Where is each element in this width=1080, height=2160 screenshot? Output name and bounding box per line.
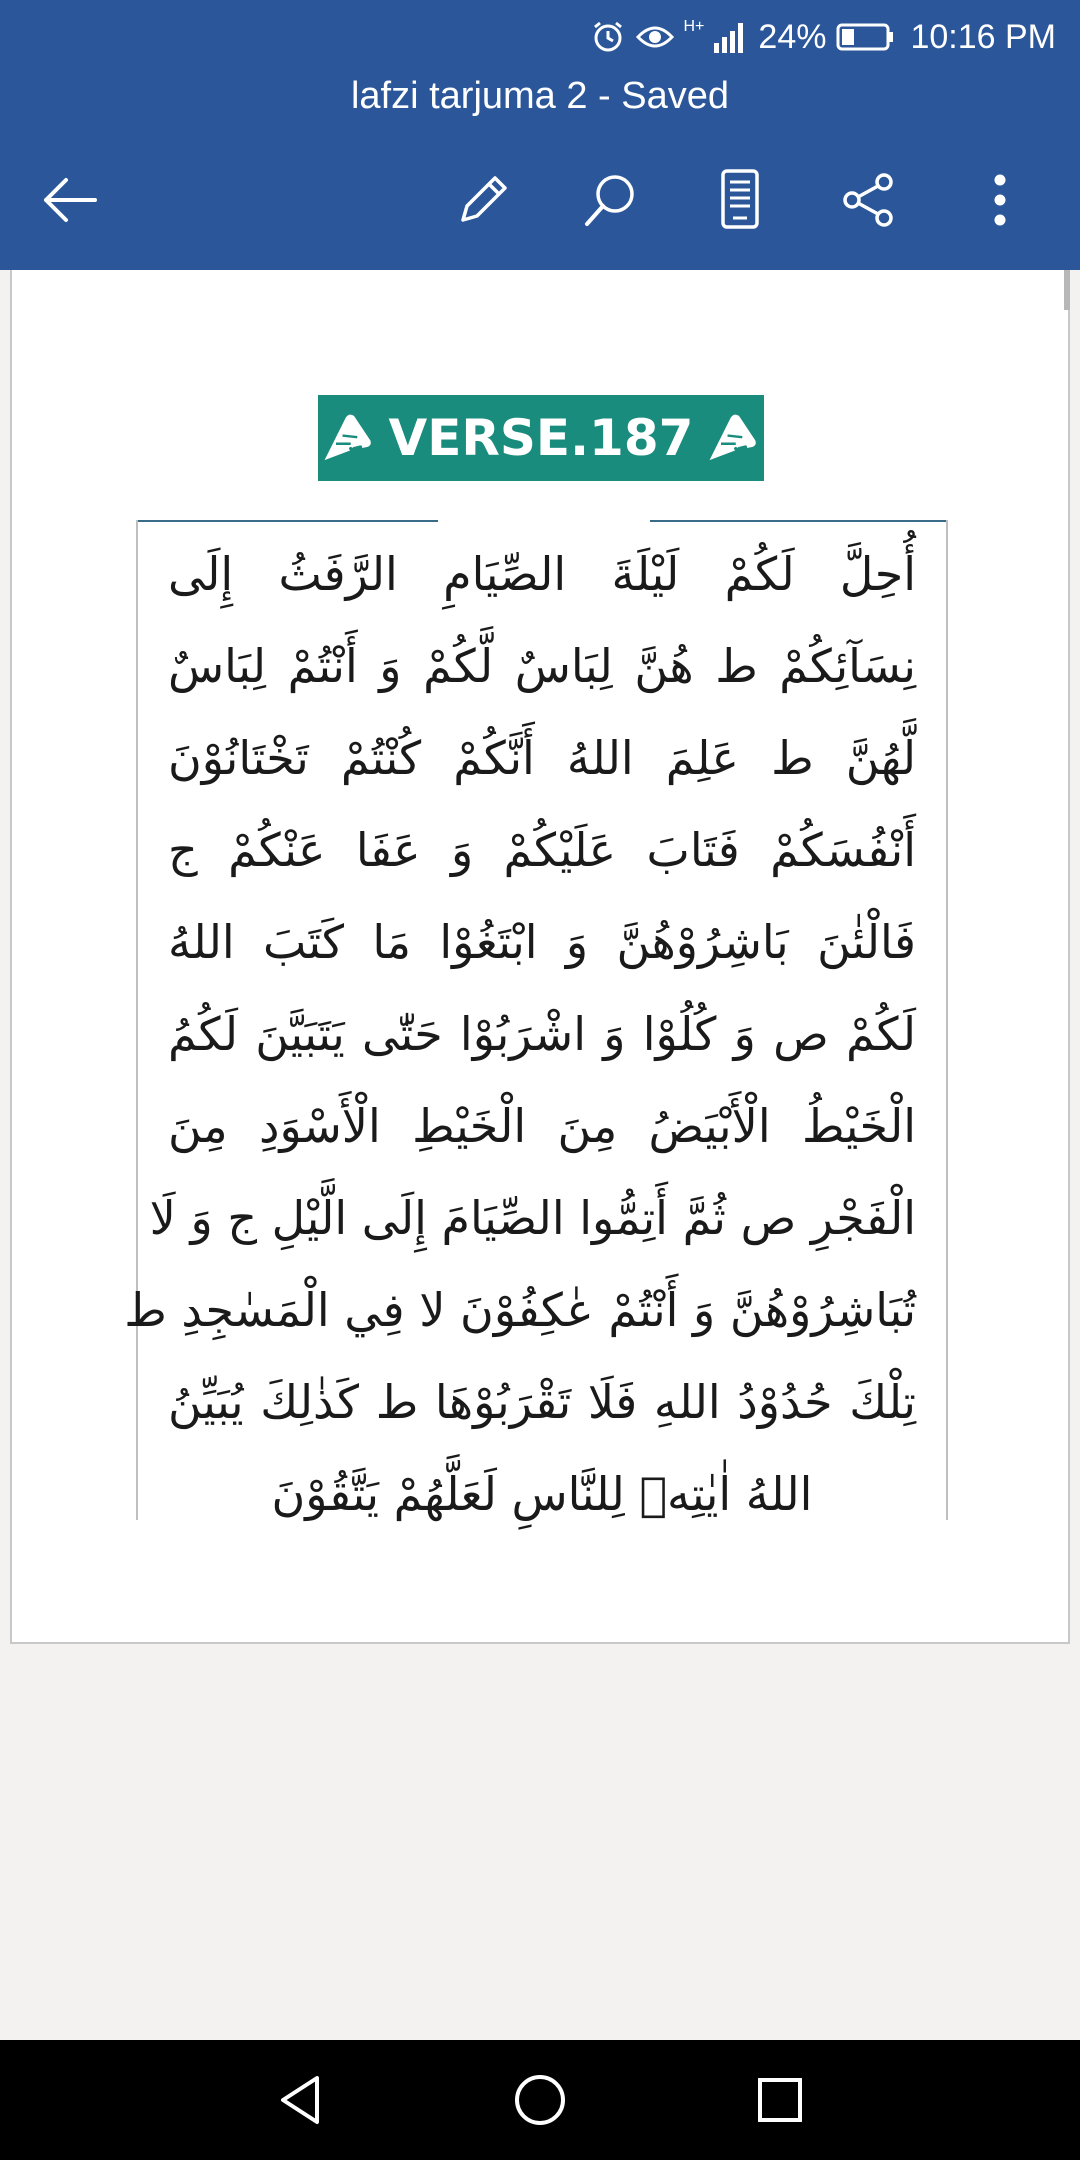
verse-line: نِسَآئِكُمْ ط هُنَّ لِبَاسٌ لَّكُمْ وَ أَنْتُمْ لِبَاسٌ	[168, 639, 916, 693]
search-button[interactable]	[571, 160, 651, 240]
share-icon	[838, 170, 898, 230]
arabic-verse-text	[124, 528, 916, 1540]
nav-recents-button[interactable]	[740, 2060, 820, 2140]
system-nav-bar	[0, 2040, 1080, 2160]
back-arrow-icon	[40, 175, 100, 225]
home-circle-icon	[512, 2072, 568, 2128]
verse-line: تِلْكَ حُدُوْدُ اللهِ فَلَا تَقْرَبُوْهَا ط كَذٰلِكَ يُبَيِّنُ	[168, 1375, 916, 1429]
signal-icon	[714, 21, 748, 53]
recents-square-icon	[755, 2075, 805, 2125]
edit-button[interactable]	[443, 160, 523, 240]
verse-line: أَنْفُسَكُمْ فَتَابَ عَلَيْكُمْ وَ عَفَا عَنْكُمْ ج	[168, 823, 916, 877]
back-triangle-icon	[275, 2074, 325, 2126]
verse-line: أُحِلَّ لَكُمْ لَيْلَةَ الصِّيَامِ الرَّفَثُ إِلَى	[168, 547, 916, 601]
app-bar	[0, 0, 1080, 270]
pencil-icon	[453, 170, 513, 230]
verse-line: اللهُ اٰيٰتِهٖ لِلنَّاسِ لَعَلَّهُمْ يَتَّقُوْنَ	[271, 1467, 813, 1521]
nav-back-button[interactable]	[260, 2060, 340, 2140]
status-bar	[590, 14, 1057, 60]
more-options-button[interactable]	[960, 160, 1040, 240]
eye-comfort-icon	[636, 22, 674, 52]
verse-text-box	[124, 520, 948, 1521]
verse-label: VERSE.187	[388, 409, 694, 467]
search-icon	[581, 170, 641, 230]
divider	[138, 520, 438, 522]
verse-line: الْفَجْرِ ص ثُمَّ أَتِمُّوا الصِّيَامَ إِلَى الَّيْلِ ج وَ لَا	[149, 1191, 916, 1245]
reading-view-button[interactable]	[700, 160, 780, 240]
alarm-icon	[590, 19, 626, 55]
praying-hands-icon	[318, 401, 379, 475]
verse-line: تُبَاشِرُوْهُنَّ وَ أَنْتُمْ عٰكِفُوْنَ لا فِي الْمَسٰجِدِ ط	[124, 1283, 916, 1337]
clock: 10:16 PM	[910, 17, 1056, 56]
network-type: H+	[683, 18, 705, 35]
verse-line: لَكُمْ ص وَ كُلُوْا وَ اشْرَبُوْا حَتّٰى يَتَبَيَّنَ لَكُمُ	[168, 1007, 916, 1061]
battery-icon	[836, 23, 894, 51]
battery-percent: 24%	[758, 17, 827, 56]
document-title: lafzi tarjuma 2 - Saved	[350, 75, 730, 117]
verse-line: فَالْئٰنَ بَاشِرُوْهُنَّ وَ ابْتَغُوْا مَا كَتَبَ اللهُ	[168, 915, 916, 969]
share-button[interactable]	[828, 160, 908, 240]
praying-hands-icon	[703, 401, 764, 475]
divider	[650, 520, 946, 522]
verse-line: لَّهُنَّ ط عَلِمَ اللهُ أَنَّكُمْ كُنْتُمْ تَخْتَانُوْنَ	[168, 731, 916, 785]
verse-banner	[318, 395, 764, 481]
more-icon	[990, 170, 1010, 230]
nav-home-button[interactable]	[500, 2060, 580, 2140]
verse-line: الْخَيْطُ الْأَبْيَضُ مِنَ الْخَيْطِ الْأَسْوَدِ مِنَ	[168, 1099, 916, 1153]
back-button[interactable]	[30, 160, 110, 240]
scrollbar[interactable]	[1064, 270, 1070, 310]
document-page[interactable]	[10, 270, 1070, 1644]
reading-view-icon	[715, 168, 765, 232]
